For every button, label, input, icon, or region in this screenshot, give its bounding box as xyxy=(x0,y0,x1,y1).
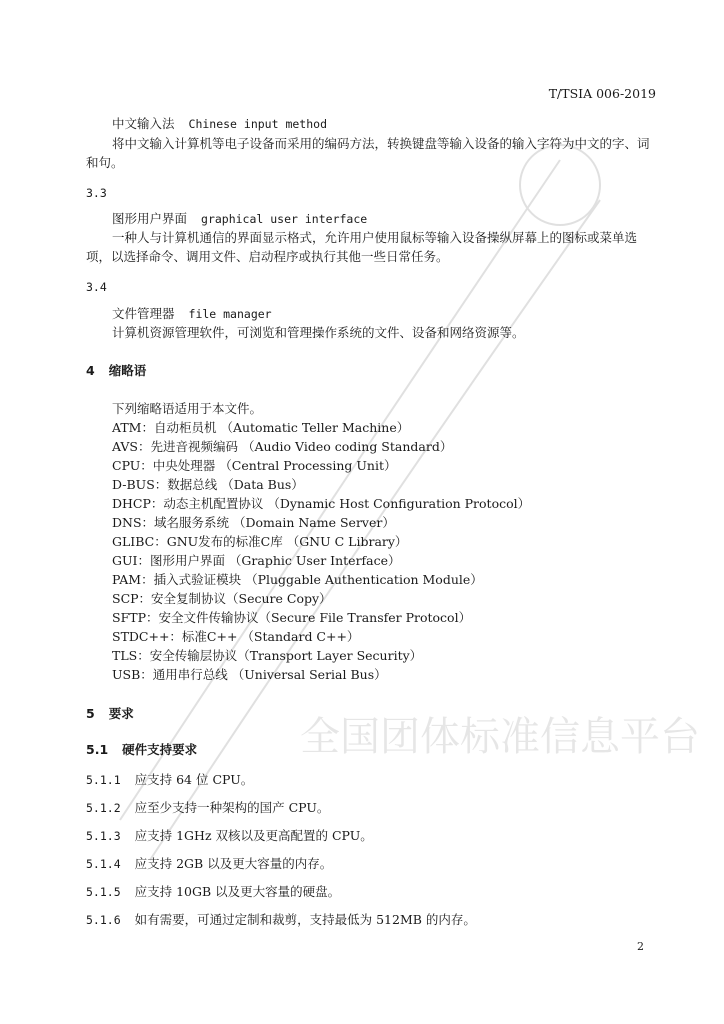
term-definition: 一种人与计算机通信的界面显示格式，允许用户使用鼠标等输入设备操纵屏幕上的图标或菜单选 xyxy=(112,230,638,245)
requirement-clause xyxy=(86,912,476,928)
section-heading xyxy=(86,706,134,722)
section-number: 4 xyxy=(86,363,95,378)
requirement-clause xyxy=(86,856,332,872)
abbreviation-item: STDC++：标准C++ （Standard C++） xyxy=(112,629,360,644)
section-heading xyxy=(86,363,146,379)
clause-number: 3.4 xyxy=(86,280,107,294)
term-zh: 图形用户界面 xyxy=(112,211,188,226)
page-number: 2 xyxy=(637,940,644,953)
section-number: 5 xyxy=(86,706,95,721)
term-definition: 计算机资源管理软件，可浏览和管理操作系统的文件、设备和网络资源等。 xyxy=(112,325,525,340)
abbreviation-item: SCP：安全复制协议（Secure Copy） xyxy=(112,591,332,606)
clause-text: 如有需要，可通过定制和裁剪，支持最低为 512MB 的内存。 xyxy=(134,912,476,927)
abbreviation-item: DNS：域名服务系统 （Domain Name Server） xyxy=(112,515,395,530)
term-en: file manager xyxy=(188,307,272,321)
abbreviation-item: SFTP：安全文件传输协议（Secure File Transfer Protocol） xyxy=(112,610,472,625)
clause-number: 5.1.1 xyxy=(86,773,121,787)
abbreviation-item: CPU：中央处理器 （Central Processing Unit） xyxy=(112,458,397,473)
term-heading xyxy=(112,306,272,322)
clause-text: 应支持 64 位 CPU。 xyxy=(134,772,254,787)
clause-number: 5.1.4 xyxy=(86,857,121,871)
clause-text: 应支持 2GB 以及更大容量的内存。 xyxy=(134,856,333,871)
term-en: graphical user interface xyxy=(201,212,368,226)
clause-number: 5.1.5 xyxy=(86,885,121,899)
abbreviation-item: DHCP：动态主机配置协议 （Dynamic Host Configuration Protocol） xyxy=(112,496,531,511)
term-definition: 将中文输入计算机等电子设备而采用的编码方法，转换键盘等输入设备的输入字符为中文的字、词 xyxy=(112,136,650,151)
abbreviation-item: D-BUS：数据总线 （Data Bus） xyxy=(112,477,304,492)
clause-number: 5.1.6 xyxy=(86,913,121,927)
svg-text:全国团体标准信息平台: 全国团体标准信息平台 xyxy=(300,714,700,760)
term-zh: 中文输入法 xyxy=(112,116,175,131)
clause-text: 应支持 1GHz 双核以及更高配置的 CPU。 xyxy=(134,828,373,843)
abbreviation-item: ATM：自动柜员机 （Automatic Teller Machine） xyxy=(112,420,410,435)
clause-text: 应支持 10GB 以及更大容量的硬盘。 xyxy=(134,884,341,899)
abbreviation-item: GLIBC：GNU发布的标准C库 （GNU C Library） xyxy=(112,534,408,549)
subsection-heading xyxy=(86,742,197,758)
abbreviation-item: AVS：先进音视频编码 （Audio Video coding Standard） xyxy=(112,439,453,454)
standard-number: T/TSIA 006-2019 xyxy=(548,86,656,101)
clause-number: 5.1.2 xyxy=(86,801,121,815)
term-heading xyxy=(112,116,327,132)
requirement-clause xyxy=(86,800,329,816)
term-heading xyxy=(112,211,367,227)
term-en: Chinese input method xyxy=(188,117,327,131)
clause-number: 5.1.3 xyxy=(86,829,121,843)
subsection-title: 硬件支持要求 xyxy=(122,742,198,757)
clause-text: 应至少支持一种架构的国产 CPU。 xyxy=(134,800,330,815)
abbreviation-item: USB：通用串行总线 （Universal Serial Bus） xyxy=(112,667,387,682)
requirement-clause xyxy=(86,772,253,788)
term-definition: 和句。 xyxy=(86,155,124,170)
section-title: 缩略语 xyxy=(108,363,147,378)
clause-number: 3.3 xyxy=(86,186,107,200)
requirement-clause xyxy=(86,884,340,900)
section-intro: 下列缩略语适用于本文件。 xyxy=(112,401,263,416)
term-zh: 文件管理器 xyxy=(112,306,175,321)
requirement-clause xyxy=(86,828,373,844)
section-title: 要求 xyxy=(108,706,134,721)
abbreviation-item: GUI：图形用户界面 （Graphic User Interface） xyxy=(112,553,401,568)
term-definition: 项，以选择命令、调用文件、启动程序或执行其他一些日常任务。 xyxy=(86,249,449,264)
abbreviation-item: PAM：插入式验证模块 （Pluggable Authentication Module） xyxy=(112,572,483,587)
subsection-number: 5.1 xyxy=(86,742,109,757)
abbreviation-item: TLS：安全传输层协议（Transport Layer Security） xyxy=(112,648,423,663)
